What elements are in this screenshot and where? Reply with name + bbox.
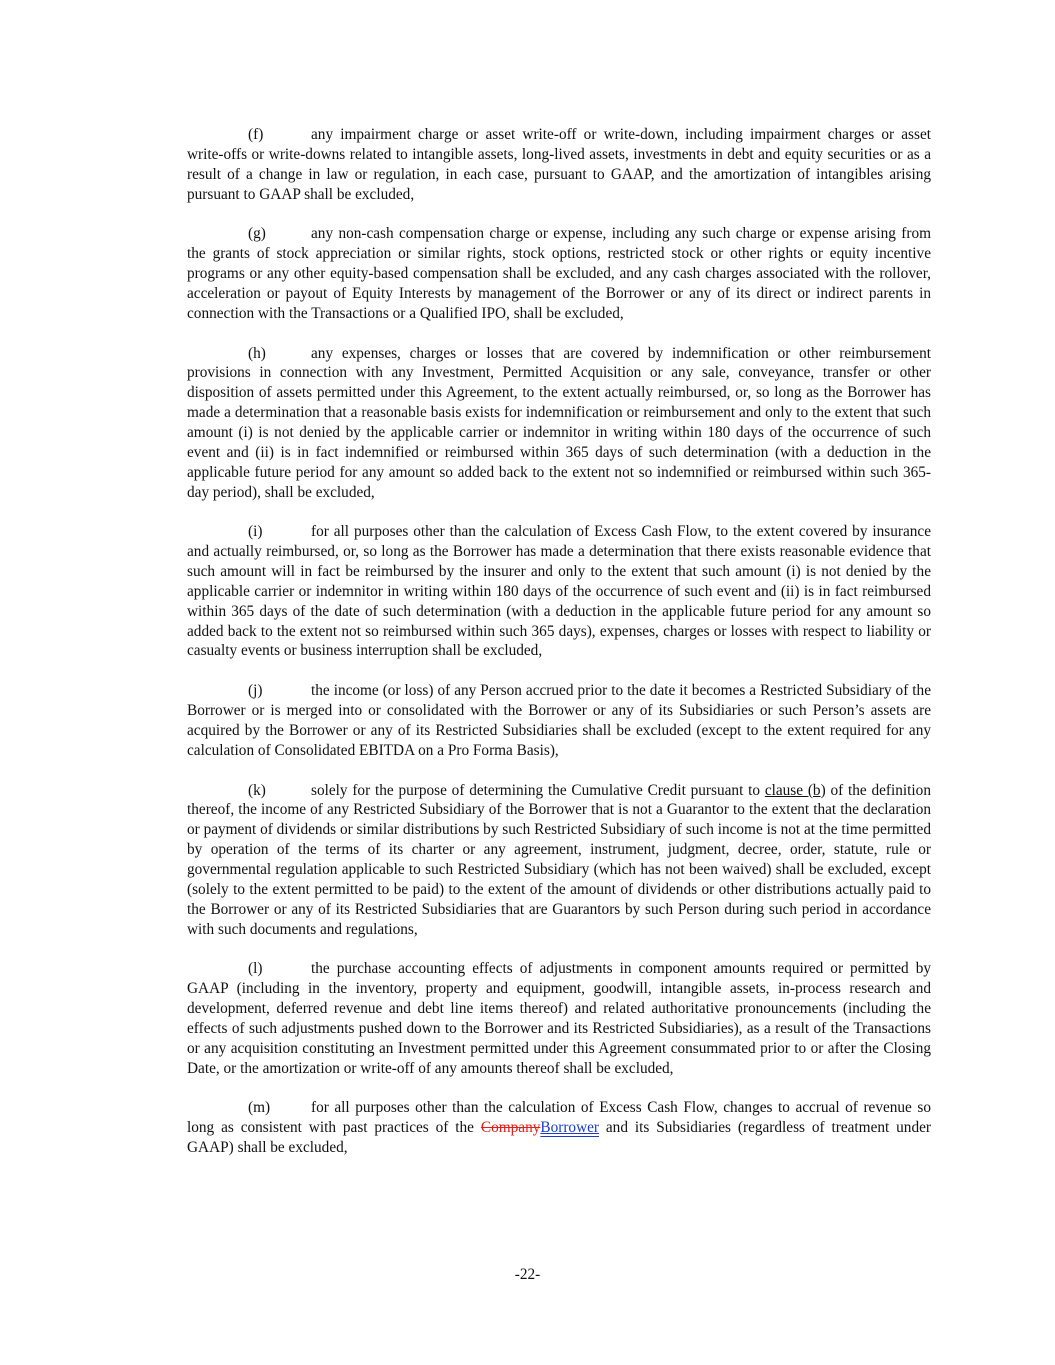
paragraph-m — [187, 1098, 931, 1158]
inserted-text-borrower: Borrower — [540, 1119, 599, 1137]
paragraph-label: (j) — [248, 682, 263, 700]
paragraph-label: (f) — [248, 126, 264, 143]
paragraph-text-continued: of the definition thereof, the income of any Restricted Subsidiary of the Borrower that is not a Guarantor to the extent that the declaration or payment of dividends or similar distributions by such Restricted Subsidiary of such income is not at the time permitted by operation of the terms of its charter or any agreement, instrument, judgment, decree, order, statute, rule or governmental regulation applicable to such Restricted Subsidiary (which has not been waived) shall be excluded, except (solely to the extent permitted to be paid) to the extent of the amount of dividends or other distributions actually paid to the Borrower or any of its Restricted Subsidiaries that are Guarantors by such Person during such period in accordance with such documents and regulations, — [187, 781, 931, 938]
paragraph-label: (m) — [248, 1099, 271, 1117]
paragraph-label: (l) — [248, 960, 263, 978]
paragraph-text: for all purposes other than the calculation of Excess Cash Flow, changes to accrual of revenue so long as consistent with past practices of the — [187, 1099, 931, 1137]
document-body — [187, 125, 931, 1178]
paragraph-text: the income (or loss) of any Person accrued prior to the date it becomes a Restricted Subsidiary of the Borrower or is merged into or consolidated with the Borrower or any of its Subsidiaries or such Person’s assets are acquired by the Borrower or any of its Restricted Subsidiaries shall be excluded (except to the extent required for any calculation of Consolidated EBITDA on a Pro Forma Basis), — [187, 682, 931, 759]
paragraph-label: (h) — [248, 344, 266, 362]
paragraph-g — [187, 224, 931, 323]
paragraph-text: for all purposes other than the calculation of Excess Cash Flow, to the extent covered by insurance and actually reimbursed, or, so long as the Borrower has made a determination that there exists reasonable evidence that such amount will in fact be reimbursed by the insurer and only to the extent that such amount (i) is not denied by the applicable carrier or indemnitor in writing within 180 days of the occurrence of such event and (ii) is in fact reimbursed within 365 days of the date of such determination (with a deduction in the applicable future period for any amount so added back to the extent not so reimbursed within such 365 days), expenses, charges or losses with respect to liability or casualty events or business interruption shall be excluded, — [187, 523, 931, 660]
clause-reference-link[interactable]: clause (b) — [764, 781, 826, 799]
page-number: -22- — [514, 1266, 541, 1283]
paragraph-k — [187, 781, 931, 940]
paragraph-text: solely for the purpose of determining the Cumulative Credit pursuant to — [311, 781, 765, 799]
paragraph-label: (g) — [248, 225, 266, 243]
paragraph-text: the purchase accounting effects of adjustments in component amounts required or permitted by GAAP (including in the inventory, property and equipment, goodwill, intangible assets, in-process research and development, deferred revenue and debt line items thereof) and related authoritative pronouncements (including the effects of such adjustments pushed down to the Borrower and its Restricted Subsidiaries), as a result of the Transactions or any acquisition constituting an Investment permitted under this Agreement consummated prior to or after the Closing Date, or the amortization or write-off of any amounts thereof shall be excluded, — [187, 960, 931, 1077]
paragraph-i — [187, 522, 931, 661]
paragraph-f — [187, 125, 931, 204]
paragraph-label: (i) — [248, 523, 263, 541]
paragraph-h — [187, 344, 931, 503]
paragraph-l — [187, 959, 931, 1078]
deleted-text-company: Company — [480, 1119, 541, 1137]
paragraph-text: any expenses, charges or losses that are covered by indemnification or other reimbursement provisions in connection with any Investment, Permitted Acquisition or any sale, conveyance, transfer or other disposition of assets permitted under this Agreement, to the extent actually reimbursed, or, so long as the Borrower has made a determination that a reasonable basis exists for indemnification or reimbursement and only to the extent that such amount (i) is not denied by the applicable carrier or indemnitor in writing within 180 days of the occurrence of such event and (ii) is in fact indemnified or reimbursed within 365 days of such determination (with a deduction in the applicable future period for any amount so added back to the extent not so indemnified or reimbursed within such 365-day period), shall be excluded, — [187, 344, 931, 501]
paragraph-text: any impairment charge or asset write-off or write-down, including impairment charges or asset write-offs or write-downs related to intangible assets, long-lived assets, investments in debt and equity securities or as a result of a change in law or regulation, in each case, pursuant to GAAP, and the amortization of intangibles arising pursuant to GAAP shall be excluded, — [187, 126, 931, 203]
paragraph-j — [187, 681, 931, 760]
paragraph-text: any non-cash compensation charge or expense, including any such charge or expense arising from the grants of stock appreciation or similar rights, stock options, restricted stock or other rights or equity incentive programs or any other equity-based compensation shall be excluded, and any cash charges associated with the rollover, acceleration or payout of Equity Interests by management of the Borrower or any of its direct or indirect parents in connection with the Transactions or a Qualified IPO, shall be excluded, — [187, 225, 931, 322]
paragraph-text-continued: and its Subsidiaries (regardless of treatment under GAAP) shall be excluded, — [187, 1119, 931, 1157]
paragraph-label: (k) — [248, 781, 266, 799]
